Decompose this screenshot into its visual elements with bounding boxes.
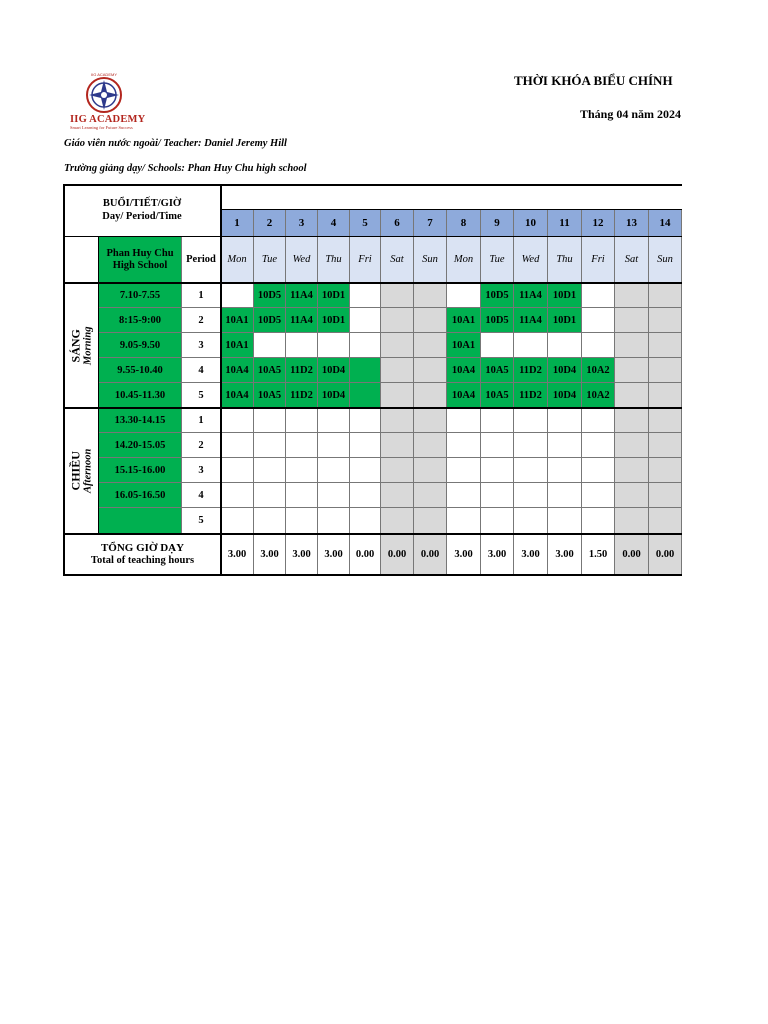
schedule-cell[interactable] [414, 358, 447, 383]
day-name-4: Thu [318, 237, 350, 283]
schedule-cell[interactable]: 10A4 [221, 358, 254, 383]
schedule-cell[interactable] [548, 458, 582, 483]
day-name-1: Mon [221, 237, 254, 283]
day-number-3: 3 [286, 210, 318, 237]
schedule-cell[interactable]: 10D5 [254, 308, 286, 333]
schedule-cell[interactable] [286, 458, 318, 483]
day-number-10: 10 [514, 210, 548, 237]
total-hours-cell: 0.00 [649, 535, 682, 575]
totals-label-vi: TỔNG GIỜ DẠY [100, 542, 185, 555]
schedule-cell[interactable] [350, 283, 381, 308]
table-rule [63, 282, 682, 284]
day-name-13: Sat [615, 237, 649, 283]
schedule-cell[interactable] [514, 333, 548, 358]
logo-tagline: Smart Learning for Future Success [70, 125, 133, 130]
logo-name: IIG ACADEMY [70, 114, 146, 125]
schedule-cell[interactable] [582, 508, 615, 534]
schedule-cell[interactable] [514, 483, 548, 508]
total-hours-cell: 0.00 [350, 535, 381, 575]
schedule-cell[interactable] [381, 483, 414, 508]
session-name: CHIỀU [68, 450, 83, 491]
schedule-cell[interactable] [381, 458, 414, 483]
schedule-cell[interactable] [350, 383, 381, 408]
session-morning [64, 283, 99, 408]
period-cell: 5 [182, 383, 221, 408]
schedule-cell[interactable] [481, 433, 514, 458]
schedule-cell[interactable]: 11A4 [514, 283, 548, 308]
schedule-cell[interactable] [481, 408, 514, 433]
schedule-cell[interactable] [514, 433, 548, 458]
table-rule [63, 184, 65, 576]
schedule-cell[interactable] [582, 483, 615, 508]
total-hours-cell: 3.00 [514, 535, 548, 575]
schedule-cell[interactable] [649, 358, 682, 383]
schedule-cell[interactable] [318, 483, 350, 508]
schedule-cell[interactable] [221, 483, 254, 508]
schedule-cell[interactable]: 10A1 [447, 333, 481, 358]
period-header: Period [182, 237, 221, 283]
session-name: SÁNG [68, 328, 83, 363]
schedule-cell[interactable]: 10A1 [221, 308, 254, 333]
schedule-cell[interactable] [350, 408, 381, 433]
schedule-cell[interactable] [582, 408, 615, 433]
table-rule [98, 236, 99, 533]
corner-header [64, 186, 220, 236]
schedule-cell[interactable] [615, 408, 649, 433]
schedule-cell[interactable]: 10D4 [318, 383, 350, 408]
session-subtitle: Morning [82, 326, 94, 365]
time-cell: 9.05-9.50 [99, 333, 182, 358]
school-label: Trường giảng dạy/ Schools: Phan Huy Chu high school [64, 163, 307, 174]
schedule-cell[interactable] [514, 458, 548, 483]
schedule-cell[interactable] [286, 433, 318, 458]
schedule-cell[interactable] [318, 333, 350, 358]
day-number-1: 1 [221, 210, 254, 237]
totals-label-en: Total of teaching hours [90, 555, 195, 567]
table-rule [220, 184, 222, 576]
table-rule [63, 574, 682, 576]
day-name-12: Fri [582, 237, 615, 283]
schedule-cell[interactable] [350, 433, 381, 458]
day-name-8: Mon [447, 237, 481, 283]
day-number-13: 13 [615, 210, 649, 237]
day-number-9: 9 [481, 210, 514, 237]
time-cell: 8:15-9:00 [99, 308, 182, 333]
schedule-cell[interactable] [615, 383, 649, 408]
schedule-cell[interactable]: 10A2 [582, 358, 615, 383]
schedule-cell[interactable] [414, 333, 447, 358]
schedule-cell[interactable] [514, 408, 548, 433]
schedule-cell[interactable] [381, 333, 414, 358]
schedule-cell[interactable] [548, 433, 582, 458]
schedule-cell[interactable]: 10D5 [481, 283, 514, 308]
period-cell: 2 [182, 308, 221, 333]
schedule-cell[interactable] [414, 508, 447, 534]
period-cell: 1 [182, 408, 221, 433]
schedule-cell[interactable] [318, 433, 350, 458]
day-number-6: 6 [381, 210, 414, 237]
schedule-cell[interactable] [447, 483, 481, 508]
schedule-cell[interactable] [414, 458, 447, 483]
schedule-cell[interactable] [286, 483, 318, 508]
schedule-cell[interactable] [615, 483, 649, 508]
schedule-cell[interactable] [548, 508, 582, 534]
teacher-label: Giáo viên nước ngoài/ Teacher: Daniel Jeremy Hill [64, 138, 287, 149]
day-name-11: Thu [548, 237, 582, 283]
schedule-cell[interactable] [447, 508, 481, 534]
schedule-cell[interactable] [414, 433, 447, 458]
period-cell: 2 [182, 433, 221, 458]
schedule-cell[interactable] [381, 508, 414, 534]
schedule-cell[interactable] [615, 333, 649, 358]
session-label [70, 326, 94, 365]
schedule-cell[interactable]: 11D2 [514, 358, 548, 383]
schedule-cell[interactable] [318, 408, 350, 433]
schedule-cell[interactable] [350, 358, 381, 383]
time-cell: 15.15-16.00 [99, 458, 182, 483]
schedule-cell[interactable] [582, 458, 615, 483]
schedule-cell[interactable] [615, 283, 649, 308]
day-name-6: Sat [381, 237, 414, 283]
schedule-cell[interactable]: 10A5 [481, 358, 514, 383]
schedule-cell[interactable] [414, 283, 447, 308]
day-number-4: 4 [318, 210, 350, 237]
total-hours-cell: 3.00 [254, 535, 286, 575]
day-name-10: Wed [514, 237, 548, 283]
schedule-cell[interactable] [318, 508, 350, 534]
day-name-14: Sun [649, 237, 682, 283]
schedule-cell[interactable] [254, 433, 286, 458]
schedule-cell[interactable] [514, 508, 548, 534]
schedule-cell[interactable] [447, 458, 481, 483]
schedule-cell[interactable] [414, 483, 447, 508]
schedule-cell[interactable] [649, 283, 682, 308]
schedule-cell[interactable]: 11D2 [286, 383, 318, 408]
schedule-cell[interactable] [221, 283, 254, 308]
schedule-cell[interactable] [221, 508, 254, 534]
schedule-cell[interactable] [582, 433, 615, 458]
schedule-cell[interactable]: 11D2 [514, 383, 548, 408]
day-number-8: 8 [447, 210, 481, 237]
schedule-cell[interactable] [481, 483, 514, 508]
schedule-cell[interactable] [350, 483, 381, 508]
table-rule [63, 533, 682, 535]
schedule-cell[interactable] [414, 308, 447, 333]
schedule-cell[interactable] [548, 483, 582, 508]
period-cell: 5 [182, 508, 221, 534]
day-number-5: 5 [350, 210, 381, 237]
schedule-cell[interactable] [615, 508, 649, 534]
schedule-cell[interactable]: 10A4 [447, 358, 481, 383]
schedule-cell[interactable]: 10A5 [481, 383, 514, 408]
school-header-label: Phan Huy Chu High School [106, 247, 174, 271]
total-hours-cell: 3.00 [221, 535, 254, 575]
schedule-cell[interactable]: 10A5 [254, 358, 286, 383]
schedule-cell[interactable] [447, 408, 481, 433]
schedule-cell[interactable] [254, 333, 286, 358]
schedule-cell[interactable]: 11D2 [286, 358, 318, 383]
period-cell: 3 [182, 458, 221, 483]
total-hours-cell: 3.00 [447, 535, 481, 575]
day-name-2: Tue [254, 237, 286, 283]
schedule-cell[interactable]: 10A4 [221, 383, 254, 408]
schedule-cell[interactable] [649, 333, 682, 358]
schedule-cell[interactable]: 10D5 [254, 283, 286, 308]
schedule-cell[interactable] [582, 283, 615, 308]
schedule-cell[interactable] [221, 408, 254, 433]
schedule-cell[interactable]: 10A5 [254, 383, 286, 408]
page-title: THỜI KHÓA BIỂU CHÍNH [514, 73, 673, 88]
schedule-cell[interactable] [221, 433, 254, 458]
session-afternoon [64, 408, 99, 533]
total-hours-cell: 0.00 [615, 535, 649, 575]
schedule-cell[interactable] [318, 458, 350, 483]
period-cell: 4 [182, 358, 221, 383]
totals-label [64, 535, 221, 575]
day-name-7: Sun [414, 237, 447, 283]
schedule-cell[interactable] [286, 333, 318, 358]
day-name-5: Fri [350, 237, 381, 283]
total-hours-cell: 3.00 [548, 535, 582, 575]
schedule-cell[interactable] [582, 333, 615, 358]
schedule-cell[interactable] [381, 283, 414, 308]
schedule-cell[interactable]: 10A1 [447, 308, 481, 333]
time-cell: 9.55-10.40 [99, 358, 182, 383]
session-subtitle: Afternoon [82, 448, 94, 493]
schedule-cell[interactable] [481, 458, 514, 483]
schedule-cell[interactable]: 10D4 [548, 358, 582, 383]
schedule-cell[interactable] [649, 483, 682, 508]
period-cell: 4 [182, 483, 221, 508]
session-label [70, 448, 94, 492]
schedule-cell[interactable] [447, 283, 481, 308]
schedule-cell[interactable]: 11A4 [286, 308, 318, 333]
corner-label-en: Day/ Period/Time [102, 211, 182, 222]
day-number-11: 11 [548, 210, 582, 237]
schedule-cell[interactable] [381, 358, 414, 383]
schedule-cell[interactable] [548, 408, 582, 433]
time-cell: 10.45-11.30 [99, 383, 182, 408]
total-hours-cell: 1.50 [582, 535, 615, 575]
schedule-cell[interactable] [615, 433, 649, 458]
schedule-cell[interactable]: 10D5 [481, 308, 514, 333]
schedule-cell[interactable] [254, 458, 286, 483]
schedule-cell[interactable] [350, 333, 381, 358]
schedule-cell[interactable] [414, 383, 447, 408]
schedule-cell[interactable] [582, 308, 615, 333]
time-cell: 14.20-15.05 [99, 433, 182, 458]
table-rule [63, 407, 682, 409]
schedule-cell[interactable] [286, 508, 318, 534]
schedule-cell[interactable]: 10A4 [447, 383, 481, 408]
schedule-cell[interactable] [350, 308, 381, 333]
schedule-cell[interactable] [481, 508, 514, 534]
table-rule [221, 209, 682, 210]
schedule-cell[interactable]: 10A2 [582, 383, 615, 408]
schedule-cell[interactable]: 11A4 [286, 283, 318, 308]
schedule-cell[interactable] [381, 308, 414, 333]
schedule-cell[interactable] [649, 408, 682, 433]
day-name-9: Tue [481, 237, 514, 283]
schedule-cell[interactable] [381, 433, 414, 458]
time-cell: 16.05-16.50 [99, 483, 182, 508]
schedule-cell[interactable] [649, 433, 682, 458]
table-rule [63, 184, 682, 186]
period-cell: 1 [182, 283, 221, 308]
schedule-cell[interactable]: 10D4 [318, 358, 350, 383]
schedule-cell[interactable]: 10A1 [221, 333, 254, 358]
blank-header-cell [64, 237, 99, 283]
schedule-cell[interactable] [254, 508, 286, 534]
schedule-cell[interactable] [381, 408, 414, 433]
schedule-cell[interactable] [615, 308, 649, 333]
schedule-cell[interactable] [481, 333, 514, 358]
day-name-3: Wed [286, 237, 318, 283]
total-hours-cell: 3.00 [286, 535, 318, 575]
school-header [99, 237, 182, 283]
schedule-cell[interactable]: 10D1 [548, 283, 582, 308]
period-cell: 3 [182, 333, 221, 358]
month-label: Tháng 04 năm 2024 [580, 107, 682, 121]
time-cell [99, 508, 182, 534]
schedule-cell[interactable]: 10D4 [548, 383, 582, 408]
day-number-12: 12 [582, 210, 615, 237]
schedule-cell[interactable] [286, 408, 318, 433]
schedule-cell[interactable] [254, 408, 286, 433]
schedule-cell[interactable]: 10D1 [318, 283, 350, 308]
schedule-cell[interactable] [350, 508, 381, 534]
schedule-cell[interactable] [381, 383, 414, 408]
schedule-cell[interactable] [221, 458, 254, 483]
time-cell: 7.10-7.55 [99, 283, 182, 308]
total-hours-cell: 0.00 [381, 535, 414, 575]
schedule-cell[interactable] [649, 458, 682, 483]
top-strip [221, 186, 682, 210]
total-hours-cell: 0.00 [414, 535, 447, 575]
schedule-cell[interactable]: 11A4 [514, 308, 548, 333]
total-hours-cell: 3.00 [318, 535, 350, 575]
corner-label-vi: BUỔI/TIẾT/GIỜ [102, 198, 182, 210]
schedule-cell[interactable] [615, 358, 649, 383]
day-number-14: 14 [649, 210, 682, 237]
schedule-cell[interactable] [649, 508, 682, 534]
day-number-2: 2 [254, 210, 286, 237]
schedule-cell[interactable] [649, 308, 682, 333]
schedule-cell[interactable]: 10D1 [318, 308, 350, 333]
logo-ring-text: IIG ACADEMY [90, 72, 118, 77]
table-rule [63, 236, 682, 237]
schedule-cell[interactable] [447, 433, 481, 458]
total-hours-cell: 3.00 [481, 535, 514, 575]
schedule-cell[interactable] [350, 458, 381, 483]
schedule-cell[interactable] [254, 483, 286, 508]
day-number-7: 7 [414, 210, 447, 237]
schedule-cell[interactable] [649, 383, 682, 408]
time-cell: 13.30-14.15 [99, 408, 182, 433]
schedule-cell[interactable] [414, 408, 447, 433]
schedule-cell[interactable]: 10D1 [548, 308, 582, 333]
schedule-cell[interactable] [615, 458, 649, 483]
schedule-cell[interactable] [548, 333, 582, 358]
